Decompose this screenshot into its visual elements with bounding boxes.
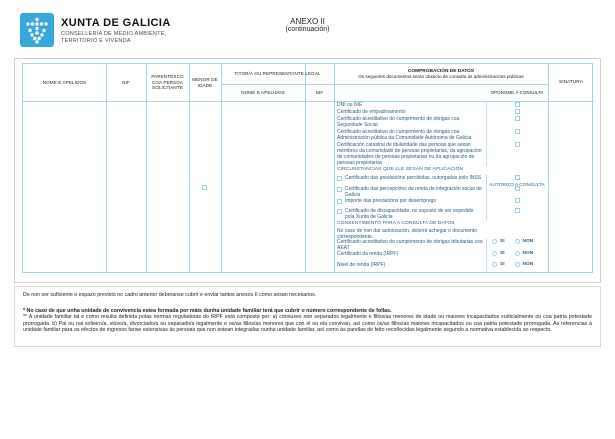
item-checkbox[interactable] [337, 176, 342, 181]
circunstancia-label: Certificado de discapacidade, no suposto de ser expedido pola Xunta de Galicia [345, 208, 474, 220]
consent-item-label: Certificado da renda (IRPF) [337, 251, 399, 257]
document-label: Certificado de empadroamento [337, 109, 406, 115]
authorize-consulta-label: AUTORIZO A CONSULTA [489, 183, 545, 188]
form-title-block [0, 17, 615, 33]
note-anexos: De non ser suficiente o espazo previsto no cadro anterior deberanse cubrir e enviar tantos anexos II como sexan necesarios. [23, 292, 317, 298]
si-label: SI [500, 251, 505, 256]
oppose-checkbox[interactable] [515, 102, 520, 107]
si-radio[interactable] [492, 262, 497, 267]
document-label: Certificado acreditativo do cumprimento de obrigas coa Administración pública da Comunidade Autónoma de Galicia [337, 129, 472, 141]
circunstancia-label: Certificado das prestacións percibidas, outorgadas polo INSS [345, 175, 482, 181]
circunstancia-row [334, 197, 548, 207]
menor-de-idade-checkbox[interactable] [202, 185, 207, 190]
comprobacion-title: COMPROBACIÓN DE DATOS [407, 69, 475, 74]
consent-title: CONSENTIMENTO PARA A CONSULTA DE DATOS [337, 221, 455, 226]
consent-item-label: Nivel de renda (IRPF) [337, 262, 386, 268]
si-label: SI [500, 262, 505, 267]
document-row [334, 141, 548, 166]
col-header-titor-nome: NOME E APELIDOS [241, 89, 285, 95]
document-row [334, 101, 548, 108]
col-header-menor-de-idade: MENOR DE IDADE [192, 76, 218, 88]
consent-note: No caso de non dar autorización, deberá achegar o documento correspondente. [337, 228, 478, 240]
oppose-checkbox[interactable] [515, 198, 520, 203]
col-header-sinatura: SINATURA [559, 80, 583, 85]
item-checkbox[interactable] [337, 209, 342, 214]
oppose-checkbox[interactable] [515, 208, 520, 213]
si-radio[interactable] [492, 251, 497, 256]
document-label: DNI ou NIE [337, 102, 363, 108]
sinatura-input-area[interactable] [548, 101, 594, 272]
oppose-checkbox[interactable] [515, 129, 520, 134]
nome-input-area[interactable] [23, 101, 106, 272]
document-label: Certificación catastral de titularidade das persoas que sexan membros da comunidade de persoas propietarias, da agrupación de comunidades de persoas propietarias ou da agrupación de persoas propietarias [337, 142, 482, 166]
col-header-titor: TITOR/A OU REPRESENTANTE LEGAL [234, 71, 321, 77]
non-radio[interactable] [515, 262, 520, 267]
non-label: NON [522, 251, 534, 256]
oppose-checkbox[interactable] [515, 116, 520, 121]
consent-row [334, 250, 548, 261]
footnote-single-asterisk: * No caso de que unha unidade de convivencia estea formada por máis dunha unidade familiar terá que cubrir o número correspondente de follas. [23, 307, 392, 314]
si-radio[interactable] [492, 239, 497, 244]
non-radio[interactable] [515, 251, 520, 256]
circunstancias-title: CIRCUNSTANCIAS QUE LLE SEXAN DE APLICACIÓN [337, 167, 464, 172]
document-row [334, 108, 548, 115]
non-label: NON [522, 262, 534, 267]
circunstancia-label: Importe das prestacións por desemprego [345, 198, 437, 204]
consent-item-label: Certificado acreditativo do cumprimento de obrigas tributarias coa AEAT [337, 239, 483, 251]
col-header-titor-nif: NIF [315, 89, 324, 95]
nif-input-area[interactable] [106, 101, 146, 272]
form-table [22, 63, 593, 273]
oppose-checkbox[interactable] [515, 109, 520, 114]
consent-note-row [334, 227, 548, 238]
comprobacion-subtitle: Os seguintes documentos serán obxecto de consulta ás administracións públicas [358, 74, 524, 79]
document-row [334, 115, 548, 128]
form-subtitle: (continuación) [285, 26, 330, 33]
org-name: XUNTA DE GALICIA [61, 17, 171, 29]
oppose-checkbox[interactable] [515, 142, 520, 147]
titor-nif-input-area[interactable] [305, 101, 334, 272]
non-radio[interactable] [515, 239, 520, 244]
department-line1: CONSELLERÍA DE MEDIO AMBIENTE, [61, 31, 167, 37]
circunstancia-label: Certificado das percepcións da renda de integración social de Galicia [345, 186, 482, 198]
consent-row [334, 261, 548, 272]
footnote-double-asterisk: ** A unidade familiar tal e como resulta definida polas normas reguladoras do IRPF está composta por: a) cónxuxes non separados legalmente e fillos/as menores de idade ou maiores incapacitados xudicialmente ou coa patria potestade prorrogada. b) Pai ou nai solteiro/a, viúvo/a, divorciado/a ou separado/a legalmente e os/as fillos/as menores que con el ou ela convivan, así como os/as fillos/as maiores incapacitados ou coa patria potestade prorrogada. As referencias á unidade familiar para os efectos de ingresos fanse extensivas ás persoas que non estean integradas nunha unidade familiar, así como ás parellas de feito recoñecidas legalmente segundo a normativa establecida ao respecto. [23, 314, 592, 333]
col-header-parentesco: PARENTESCO COA PERSOA SOLICITANTE [151, 74, 184, 91]
circunstancia-row [334, 207, 548, 220]
col-header-comprobacion [334, 64, 548, 84]
item-checkbox[interactable] [337, 187, 342, 192]
si-label: SI [500, 239, 505, 244]
notes-box [14, 286, 601, 347]
department-line2: TERRITORIO E VIVENDA [61, 38, 131, 44]
col-header-nif: NIF [122, 79, 130, 85]
document-row [334, 128, 548, 141]
oppose-checkbox[interactable] [515, 175, 520, 180]
titor-nome-input-area[interactable] [221, 101, 305, 272]
item-checkbox[interactable] [337, 199, 342, 204]
document-label: Certificado acreditativo do cumprimento de obrigas coa Seguridade Social [337, 116, 460, 128]
form-title: ANEXO II [290, 17, 325, 26]
col-header-nome: NOME E APELIDOS [42, 79, 87, 85]
consent-header-row [334, 220, 548, 227]
circunstancias-header-row [334, 166, 548, 174]
parentesco-input-area[interactable] [146, 101, 189, 272]
department-name [61, 31, 166, 45]
consent-row [334, 238, 548, 250]
non-label: NON [522, 239, 534, 244]
col-header-oponome-a-consulta: OPÓÑOME Á CONSULTA [490, 90, 544, 95]
